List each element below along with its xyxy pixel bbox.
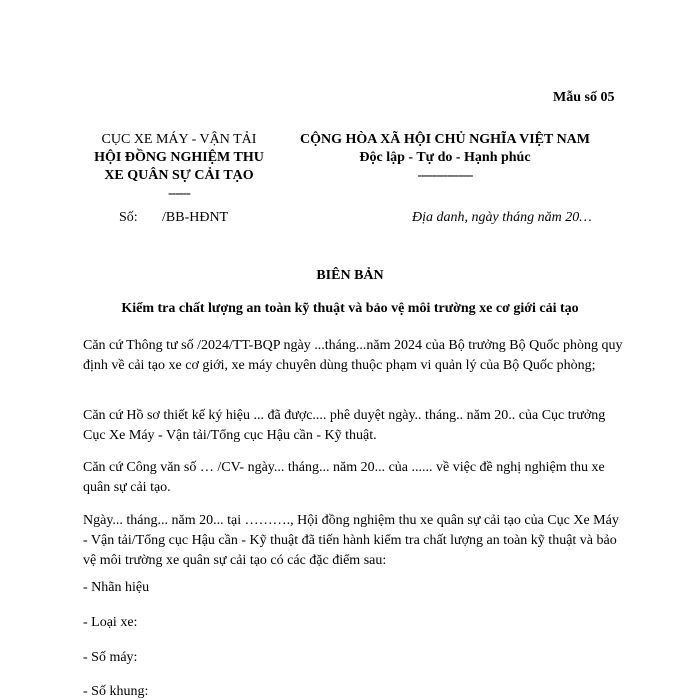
nation-name: CỘNG HÒA XÃ HỘI CHỦ NGHĨA VIỆT NAM [299, 132, 590, 147]
nation-motto: Độc lập - Tự do - Hạnh phúc [359, 150, 531, 165]
paragraph-legal-basis-design: Căn cứ Hồ sơ thiết kế ký hiệu ... đã được.... phê duyệt ngày.. tháng.. năm 20.. của Cục trưởng Cục Xe Máy - Vận tải/Tổng cục Hậu cần - Kỹ thuật. [83, 408, 606, 443]
agency-separator: ------ [168, 186, 190, 201]
doc-number-label: Số: [119, 210, 138, 225]
agency-line-3: XE QUÂN SỰ CẢI TẠO [104, 168, 254, 183]
national-motto-block [290, 131, 600, 185]
nation-separator: --------------- [417, 168, 473, 183]
agency-line-1: CỤC XE MÁY - VẬN TẢI [101, 132, 257, 147]
field-chassis-number: - Số khung: [83, 684, 149, 699]
agency-line-2: HỘI ĐỒNG NGHIỆM THU [94, 150, 264, 165]
paragraph-legal-basis-circular: Căn cứ Thông tư số /2024/TT-BQP ngày ...tháng...năm 2024 của Bộ trưởng Bộ Quốc phòng quy định về cải tạo xe cơ giới, xe máy chuyên dùng thuộc phạm vi quản lý của Bộ Quốc phòng; [83, 338, 623, 373]
issuing-agency-block [88, 131, 270, 203]
document-subtitle: Kiểm tra chất lượng an toàn kỹ thuật và bảo vệ môi trường xe cơ giới cải tạo [121, 301, 579, 316]
place-date: Địa danh, ngày tháng năm 20… [412, 210, 592, 225]
paragraph-inspection-statement: Ngày... tháng... năm 20... tại ………., Hội đồng nghiệm thu xe quân sự cải tạo của Cục Xe Máy - Vận tải/Tổng cục Hậu cần - Kỹ thuật đã tiến hành kiểm tra chất lượng an toàn kỹ thuật và bảo vệ môi trường xe quân sự cải tạo có các đặc điểm sau: [83, 513, 619, 568]
field-engine-number: - Số máy: [83, 650, 138, 665]
form-number: Mẫu số 05 [553, 90, 615, 105]
field-vehicle-type: - Loại xe: [83, 615, 138, 630]
field-brand: - Nhãn hiệu [83, 580, 150, 595]
paragraph-legal-basis-request: Căn cứ Công văn số … /CV- ngày... tháng... năm 20... của ...... về việc đề nghị nghiệm thu xe quân sự cải tạo. [83, 460, 605, 495]
document-title: BIÊN BẢN [316, 268, 384, 283]
doc-number-code: /BB-HĐNT [162, 210, 229, 225]
